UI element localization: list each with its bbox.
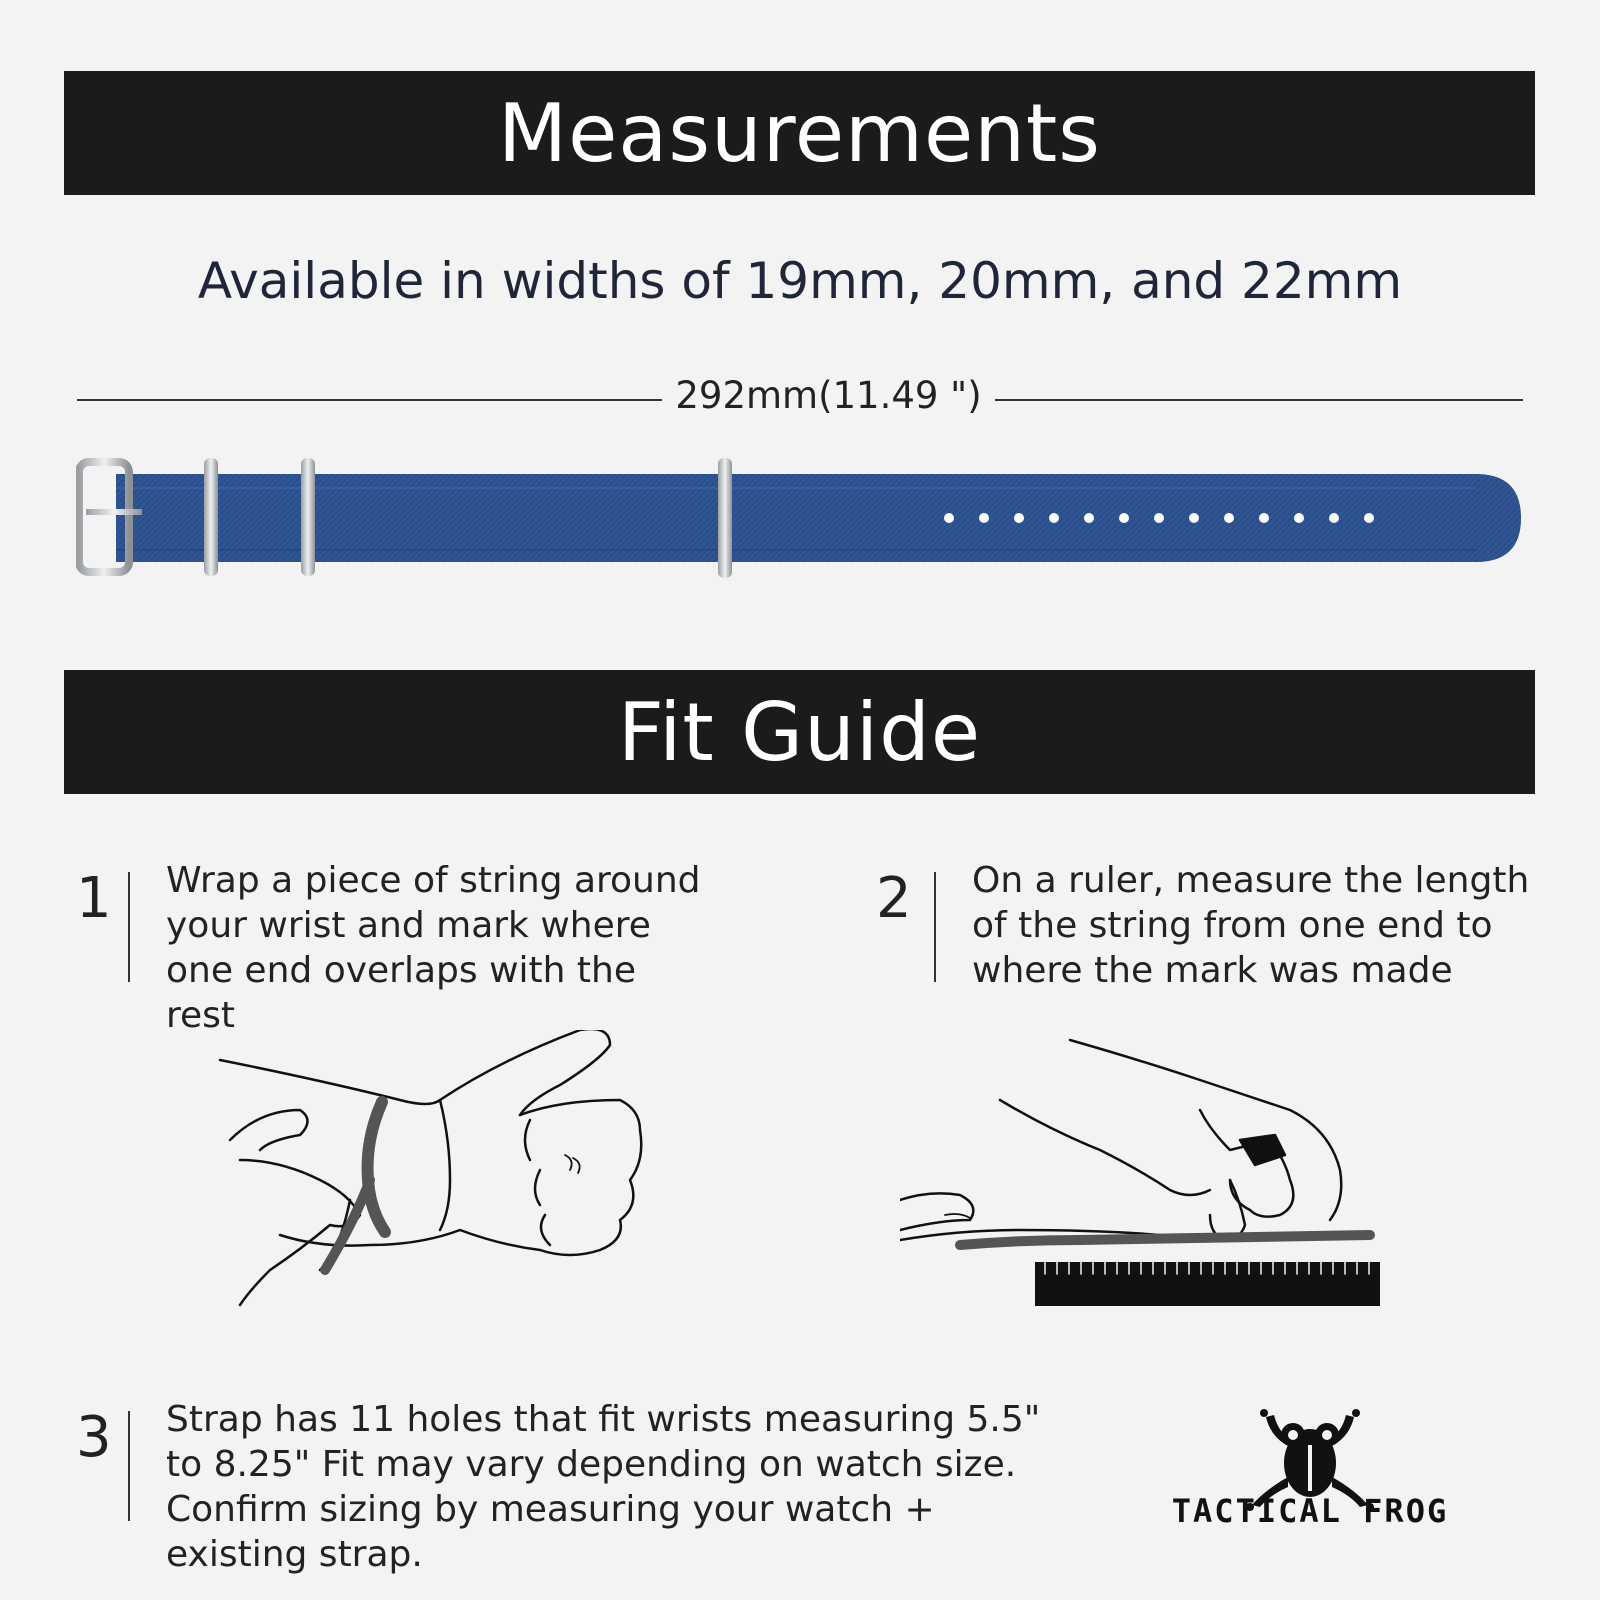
- dimension-line-right: [995, 399, 1523, 401]
- step-text: Strap has 11 holes that fit wrists measuring 5.5" to 8.25" Fit may vary depending on watch size. Confirm sizing by measuring your watch + existing strap.: [166, 1399, 1041, 1575]
- length-dimension: [77, 368, 1523, 428]
- dimension-line-left: [77, 399, 662, 401]
- nato-strap-image: [76, 458, 1526, 586]
- measurements-title: Measurements: [498, 86, 1101, 180]
- length-label: 292mm(11.49 "): [675, 374, 982, 417]
- step-number: 2: [876, 866, 912, 931]
- measurements-banner: [64, 71, 1535, 195]
- ruler-measure-illustration: [900, 1030, 1420, 1340]
- buckle-icon: [79, 462, 142, 572]
- step-text: On a ruler, measure the length of the string from one end to where the mark was made: [972, 860, 1530, 991]
- step-2: [876, 858, 1530, 991]
- step-divider: [128, 872, 130, 982]
- brand-name: TACTICAL FROG: [1171, 1492, 1449, 1530]
- keeper-loop-1: [204, 458, 218, 576]
- step-text: Wrap a piece of string around your wrist and mark where one end overlaps with the rest: [166, 860, 701, 1036]
- step-number: 1: [76, 866, 112, 931]
- step-number: 3: [76, 1405, 112, 1470]
- step-1: [76, 858, 701, 1036]
- step-3: [76, 1397, 1076, 1575]
- step-divider: [128, 1411, 130, 1521]
- widths-text: Available in widths of 19mm, 20mm, and 22mm: [197, 252, 1403, 310]
- keeper-loop-2: [301, 458, 315, 576]
- keeper-loop-3: [718, 458, 732, 578]
- wrap-wrist-illustration: [200, 1030, 670, 1340]
- ruler: [1035, 1262, 1380, 1306]
- fit-guide-banner: [64, 670, 1535, 794]
- fit-guide-title: Fit Guide: [617, 685, 982, 779]
- step-divider: [934, 872, 936, 982]
